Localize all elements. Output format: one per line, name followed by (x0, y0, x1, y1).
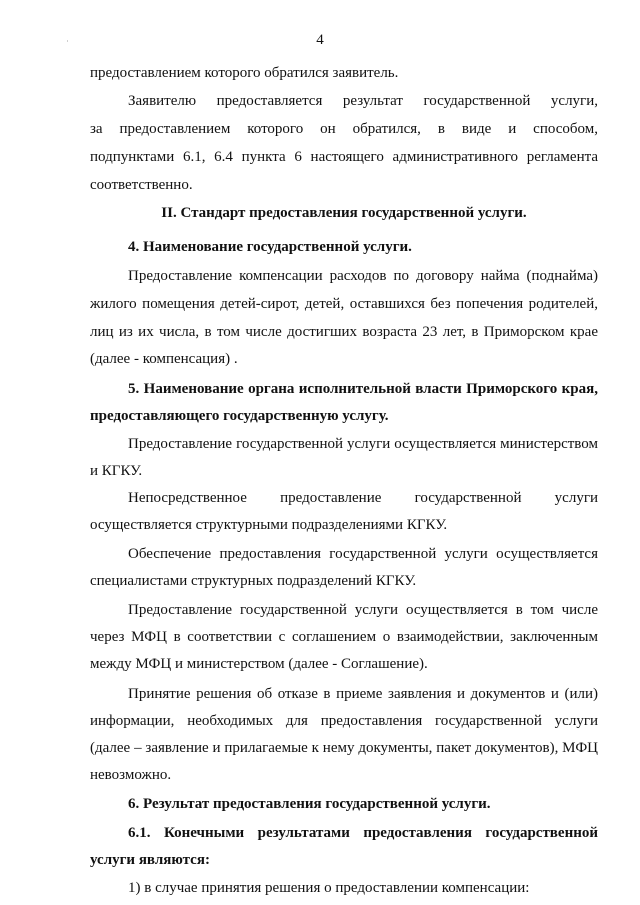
page-number: 4 (316, 32, 324, 48)
subsection-heading: услуги являются: (90, 852, 210, 868)
text-line: Заявителю предоставляется результат государственной услуги, (128, 93, 598, 109)
text-line: Обеспечение предоставления государственной услуги осуществляется (128, 546, 598, 562)
text-line: Предоставление государственной услуги осуществляется в том числе (128, 602, 598, 618)
text-line: 1) в случае принятия решения о предоставлении компенсации: (128, 880, 530, 896)
subsection-heading: 6. Результат предоставления государственной услуги. (128, 796, 491, 812)
text-line: соответственно. (90, 177, 193, 193)
text-line: информации, необходимых для предоставления государственной услуги (90, 713, 598, 729)
text-line: жилого помещения детей-сирот, детей, оставшихся без попечения родителей, (90, 296, 598, 312)
text-line: через МФЦ в соответствии с соглашением о взаимодействии, заключенным (90, 629, 598, 645)
text-line: подпунктами 6.1, 6.4 пункта 6 настоящего административного регламента (90, 149, 598, 165)
text-line: Принятие решения об отказе в приеме заявления и документов и (или) (128, 686, 598, 702)
text-line: предоставлением которого обратился заявитель. (90, 65, 399, 81)
section-heading: II. Стандарт предоставления государственной услуги. (161, 205, 527, 221)
text-line: осуществляется структурными подразделениями КГКУ. (90, 517, 448, 533)
subsection-heading: 6.1. Конечными результатами предоставления государственной (128, 825, 598, 841)
text-line: между МФЦ и министерством (далее - Соглашение). (90, 656, 428, 672)
text-line: и КГКУ. (90, 463, 143, 479)
text-line: Предоставление государственной услуги осуществляется министерством (128, 436, 598, 452)
text-line: лиц из их числа, в том числе достигших возраста 23 лет, в Приморском крае (90, 324, 598, 340)
subsection-heading: 4. Наименование государственной услуги. (128, 239, 412, 255)
text-line: Непосредственное предоставление государственной услуги (128, 490, 598, 506)
text-line: (далее – заявление и прилагаемые к нему документы, пакет документов), МФЦ (90, 740, 598, 756)
subsection-heading: 5. Наименование органа исполнительной власти Приморского края, (128, 381, 598, 397)
text-line: невозможно. (90, 767, 172, 783)
text-line: за предоставлением которого он обратился, в виде и способом, (90, 121, 598, 137)
text-line: Предоставление компенсации расходов по договору найма (поднайма) (128, 268, 598, 284)
text-line: специалистами структурных подразделений КГКУ. (90, 573, 417, 589)
text-line: (далее - компенсация) . (90, 351, 238, 367)
subsection-heading: предоставляющего государственную услугу. (90, 408, 389, 424)
